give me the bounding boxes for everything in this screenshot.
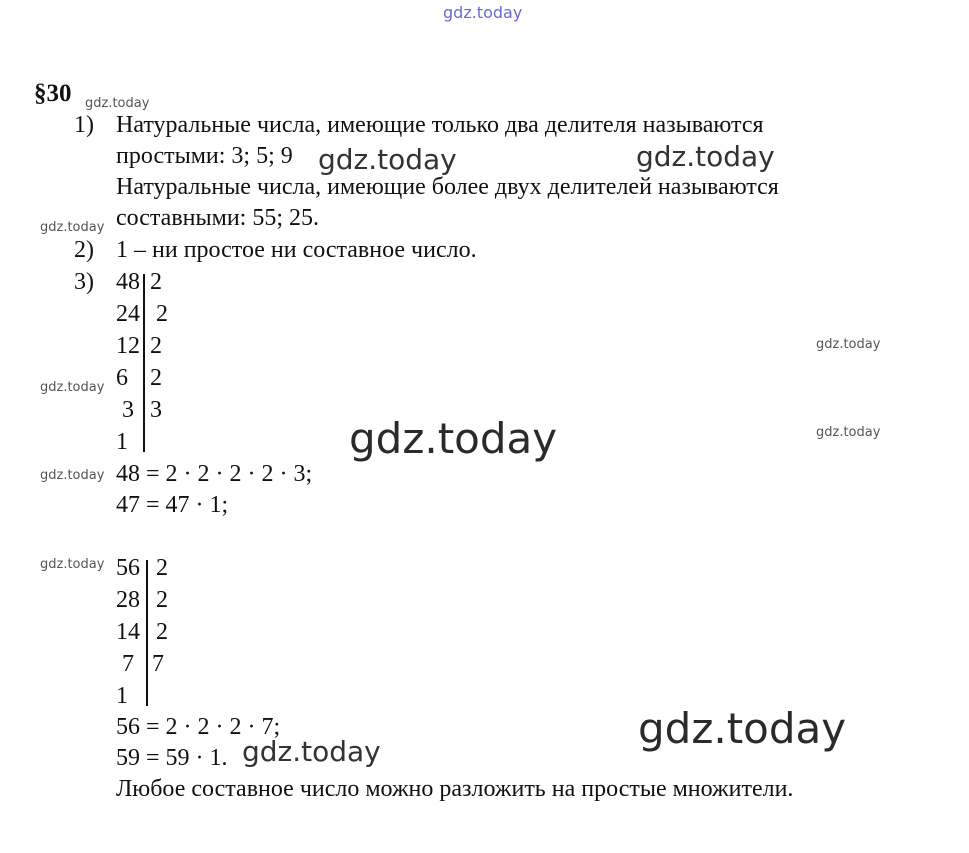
text-line: Натуральные числа, имеющие более двух делителей называются — [116, 174, 779, 200]
dividend: 12 — [116, 333, 140, 359]
dividend: 6 — [116, 365, 128, 391]
divisor: 2 — [156, 619, 168, 645]
item-marker: 1) — [74, 112, 94, 138]
divisor: 2 — [156, 587, 168, 613]
result-line: 59 = 59 · 1. — [116, 745, 228, 771]
dividend: 7 — [122, 651, 134, 677]
dividend: 1 — [116, 683, 128, 709]
watermark-small: gdz.today — [40, 220, 105, 235]
watermark-small: gdz.today — [816, 425, 881, 440]
divisor: 2 — [156, 301, 168, 327]
divisor: 7 — [152, 651, 164, 677]
text-line: 1 – ни простое ни составное число. — [116, 237, 477, 263]
dividend: 14 — [116, 619, 140, 645]
dividend: 28 — [116, 587, 140, 613]
section-heading: §30 — [34, 80, 72, 107]
dividend: 3 — [122, 397, 134, 423]
watermark-large: gdz.today — [638, 704, 847, 753]
dividend: 56 — [116, 555, 140, 581]
item-marker: 3) — [74, 269, 94, 295]
result-line: 48 = 2 · 2 · 2 · 2 · 3; — [116, 461, 313, 487]
conclusion-text: Любое составное число можно разложить на простые множители. — [116, 776, 794, 802]
divisor: 2 — [150, 333, 162, 359]
divisor: 3 — [150, 397, 162, 423]
watermark-top: gdz.today — [443, 3, 523, 22]
watermark-small: gdz.today — [40, 557, 105, 572]
text-line: простыми: 3; 5; 9 — [116, 143, 293, 169]
watermark-medium: gdz.today — [318, 143, 457, 176]
result-line: 47 = 47 · 1; — [116, 492, 229, 518]
watermark-small: gdz.today — [85, 96, 150, 111]
result-line: 56 = 2 · 2 · 2 · 7; — [116, 714, 281, 740]
watermark-small: gdz.today — [40, 380, 105, 395]
text-line: Натуральные числа, имеющие только два делителя называются — [116, 112, 764, 138]
watermark-small: gdz.today — [816, 337, 881, 352]
watermark-small: gdz.today — [40, 468, 105, 483]
dividend: 24 — [116, 301, 140, 327]
dividend: 48 — [116, 269, 140, 295]
watermark-medium: gdz.today — [636, 140, 775, 173]
division-line — [146, 560, 148, 706]
text-line: составными: 55; 25. — [116, 205, 320, 231]
dividend: 1 — [116, 429, 128, 455]
divisor: 2 — [156, 555, 168, 581]
divisor: 2 — [150, 269, 162, 295]
watermark-large: gdz.today — [349, 414, 558, 463]
item-marker: 2) — [74, 237, 94, 263]
divisor: 2 — [150, 365, 162, 391]
division-line — [143, 274, 145, 452]
watermark-medium: gdz.today — [242, 735, 381, 768]
